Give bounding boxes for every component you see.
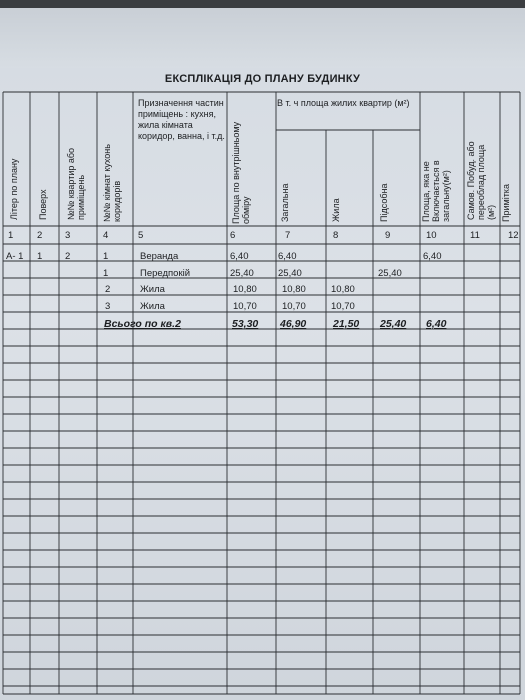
row1-kvartyra: 2	[65, 251, 71, 262]
header-kvartyra: №№ квартир або приміщень	[66, 147, 86, 220]
colnum-6: 6	[230, 230, 236, 241]
colnum-8: 8	[333, 230, 339, 241]
row3-kimnata: 2	[105, 284, 111, 295]
row4-nazva: Жила	[140, 301, 165, 312]
colnum-9: 9	[385, 230, 391, 241]
colnum-10: 10	[426, 230, 437, 241]
row4-kimnata: 3	[105, 301, 111, 312]
colnum-3: 3	[65, 230, 71, 241]
total-vnutr: 53,30	[232, 318, 259, 330]
total-ne-vkl: 6,40	[426, 318, 447, 330]
row4-vnutr: 10,70	[233, 301, 257, 312]
colnum-12: 12	[508, 230, 519, 241]
row4-zahalna: 10,70	[282, 301, 306, 312]
header-pryznachennia: Призначення частин приміщень : кухня, жила кімната коридор, ванна, і т.д.	[138, 98, 225, 141]
header-samov: Самов. Побуд. або переоблад площа (м²)	[466, 141, 496, 220]
row1-vnutr: 6,40	[230, 251, 249, 262]
total-label: Всього по кв.2	[104, 318, 181, 330]
header-v-t-ch: В т. ч площа жилих квартир (м²)	[277, 98, 410, 108]
row3-zahalna: 10,80	[282, 284, 306, 295]
colnum-5: 5	[138, 230, 144, 241]
row1-ne-vkl: 6,40	[423, 251, 442, 262]
row2-nazva: Передпокій	[140, 268, 191, 279]
row2-pidsobna: 25,40	[378, 268, 402, 279]
row4-zhyla: 10,70	[331, 301, 355, 312]
row2-vnutr: 25,40	[230, 268, 254, 279]
row3-vnutr: 10,80	[233, 284, 257, 295]
row1-kimnata: 1	[103, 251, 109, 262]
header-pidsobna: Підсобна	[379, 183, 389, 222]
row1-zahalna: 6,40	[278, 251, 297, 262]
total-zahalna: 46,90	[280, 318, 307, 330]
row1-poverkh: 1	[37, 251, 43, 262]
header-zhyla: Жила	[331, 198, 341, 222]
row1-nazva: Веранда	[140, 251, 179, 262]
header-zahalna: Загальна	[280, 183, 290, 222]
colnum-11: 11	[470, 230, 480, 241]
colnum-4: 4	[103, 230, 109, 241]
header-kimnaty: №№ кімнат кухонь коридорів	[102, 144, 122, 222]
row2-kimnata: 1	[103, 268, 109, 279]
row3-nazva: Жила	[140, 284, 165, 295]
colnum-2: 2	[37, 230, 43, 241]
header-prymitka: Примітка	[501, 184, 511, 222]
colnum-7: 7	[285, 230, 291, 241]
header-liter: Літер по плану	[9, 158, 19, 220]
row1-liter: А- 1	[6, 251, 24, 262]
row2-zahalna: 25,40	[278, 268, 302, 279]
header-poverkh: Поверх	[38, 189, 48, 220]
header-ne-vkluchaietsia: Площа, яка не Включається в загальну(м²)	[421, 160, 451, 222]
colnum-1: 1	[8, 230, 14, 241]
document-title: ЕКСПЛІКАЦІЯ ДО ПЛАНУ БУДИНКУ	[164, 73, 361, 85]
header-ploshcha-vnutr: Площа по внутрішньому обміру	[231, 121, 251, 224]
total-zhyla: 21,50	[333, 318, 360, 330]
total-pidsobna: 25,40	[380, 318, 407, 330]
row3-zhyla: 10,80	[331, 284, 355, 295]
